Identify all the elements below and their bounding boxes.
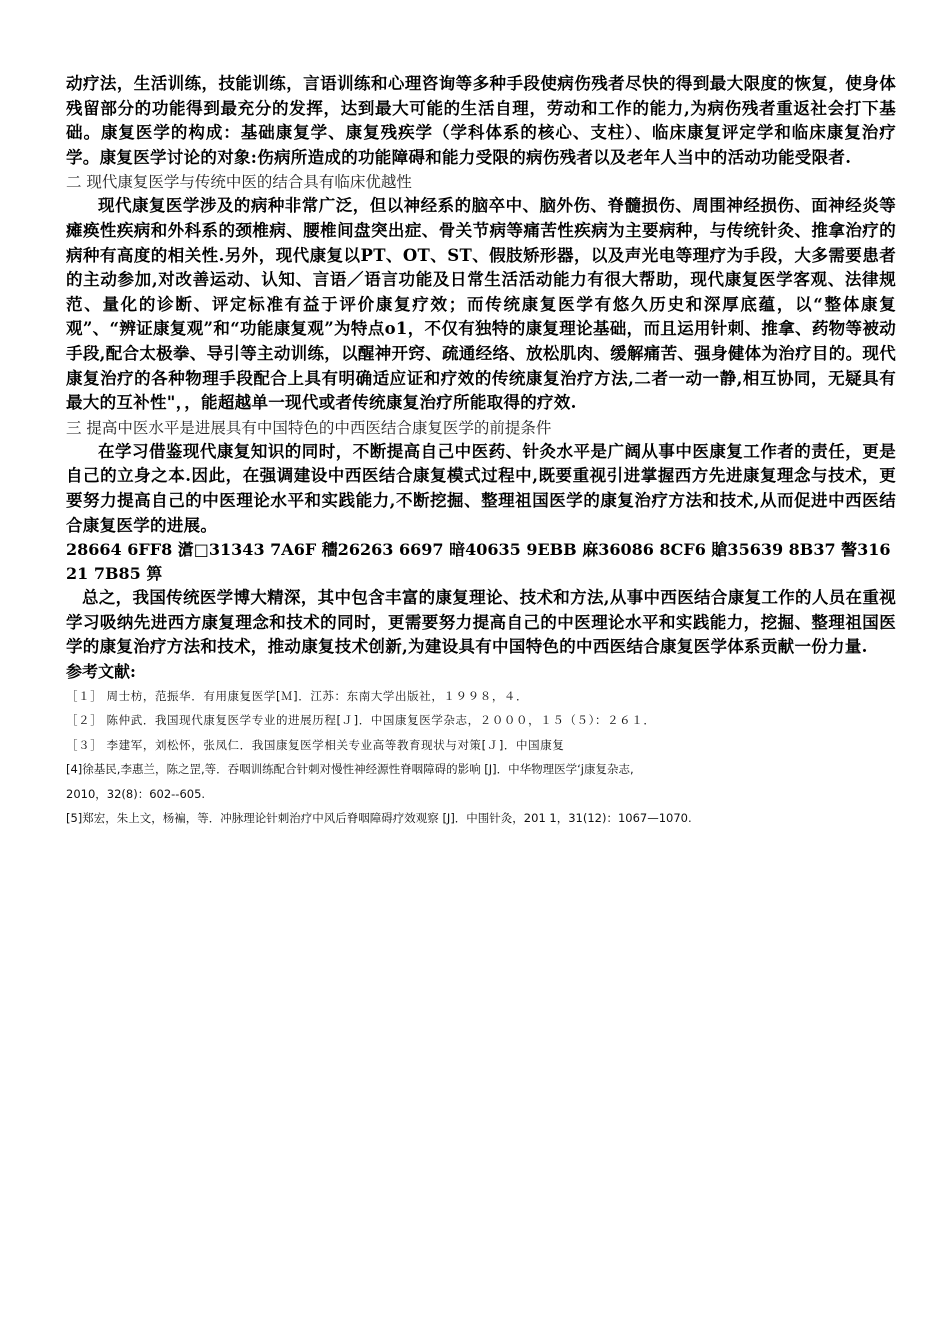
references-list xyxy=(66,684,896,831)
summary-paragraph: 总之，我国传统医学博大精深，其中包含丰富的康复理论、技术和方法,从事中西医结合康复工作的人员在重视学习吸纳先进西方康复理念和技术的同时，更需要努力提高自己的中医理论水平和实践能力，挖掘、整理祖国医学的康复治疗方法和技术，推动康复技术创新,为建设具有中国特色的中西医结合康复医学体系贡献一份力量. xyxy=(66,588,896,657)
intro-paragraph: 动疗法，生活训练，技能训练，言语训练和心理咨询等多种手段使病伤残者尽快的得到最大限度的恢复，使身体残留部分的功能得到最充分的发挥，达到最大可能的生活自理，劳动和工作的能力,为病伤残者重返社会打下基础。康复医学的构成：基础康复学、康复残疾学（学科体系的核心、支柱）、临床康复评定学和临床康复治疗学。康复医学讨论的对象:伤病所造成的功能障碍和能力受限的病伤残者以及老年人当中的活动功能受限者. xyxy=(66,74,896,167)
character-code-line: 28664 6FF8 濸□31343 7A6F 穯26263 6697 暗40635 9EBB 麻36086 8CF6 賶35639 8B37 謷31621 7B85 箅 xyxy=(66,540,891,584)
reference-item: [4]徐基民,李惠兰，陈之罡,等．吞咽训练配合针刺对慢性神经源性脊咽障碍的影响 [J]．中华物理医学‘j康复杂志, xyxy=(66,762,634,777)
section-2-paragraph: 现代康复医学涉及的病种非常广泛，但以神经系的脑卒中、脑外伤、脊髓损伤、周围神经损伤、面神经炎等瘫痪性疾病和外科系的颈椎病、腰椎间盘突出症、骨关节病等痛苦性疾病为主要病种，与传统针灸、推拿治疗的病种有高度的相关性.另外，现代康复以PT、OT、ST、假肢矫形器，以及声光电等理疗为手段，大多需要患者的主动参加,对改善运动、认知、言语／语言功能及日常生活活动能力有很大帮助，现代康复医学客观、法律规范、量化的诊断、评定标准有益于评价康复疗效；而传统康复医学有悠久历史和深厚底蕴，以“整体康复观”、“辨证康复观”和“功能康复观”为特点o1，不仅有独特的康复理论基础，而且运用针刺、推拿、药物等被动手段,配合太极拳、导引等主动训练，以醒神开窍、疏通经络、放松肌肉、缓解痛苦、强身健体为治疗目的。现代康复治疗的各种物理手段配合上具有明确适应证和疗效的传统康复治疗方法,二者一动一静,相互协同，无疑具有最大的互补性"，，能超越单一现代或者传统康复治疗所能取得的疗效. xyxy=(66,196,896,413)
reference-item: ［３］ 李建军，刘松怀，张凤仁．我国康复医学相关专业高等教育现状与对策[Ｊ]．中国康复 xyxy=(66,737,565,752)
section-heading-2: 二 现代康复医学与传统中医的结合具有临床优越性 xyxy=(66,173,412,192)
section-3-paragraph: 在学习借鉴现代康复知识的同时，不断提高自己中医药、针灸水平是广阔从事中医康复工作者的责任，更是自己的立身之本.因此，在强调建设中西医结合康复模式过程中,既要重视引进掌握西方先进康复理念与技术，更要努力提高自己的中医理论水平和实践能力,不断挖掘、整理祖国医学的康复治疗方法和技术,从而促进中西医结合康复医学的进展。 xyxy=(66,441,896,535)
references-title: 参考文献: xyxy=(66,661,136,681)
reference-item: ［２］ 陈仲武．我国现代康复医学专业的进展历程[Ｊ]．中国康复医学杂志，２０００，１５（５）：２６１． xyxy=(66,713,656,728)
reference-item-continued: 2010，32(8)：602--605. xyxy=(66,786,206,801)
document-page xyxy=(66,72,896,831)
reference-item: ［１］ 周士枋，范振华．有用康复医学[Ｍ]．江苏：东南大学出版社，１９９８，４． xyxy=(66,688,529,703)
reference-item: [5]郑宏，朱上文，杨褊，等．冲脉理论针刺治疗中风后脊咽障碍疗效观察 [J]．中围针灸，201 1，31(12)：1067—1070. xyxy=(66,811,692,826)
section-heading-3: 三 提高中医水平是进展具有中国特色的中西医结合康复医学的前提条件 xyxy=(66,418,552,437)
